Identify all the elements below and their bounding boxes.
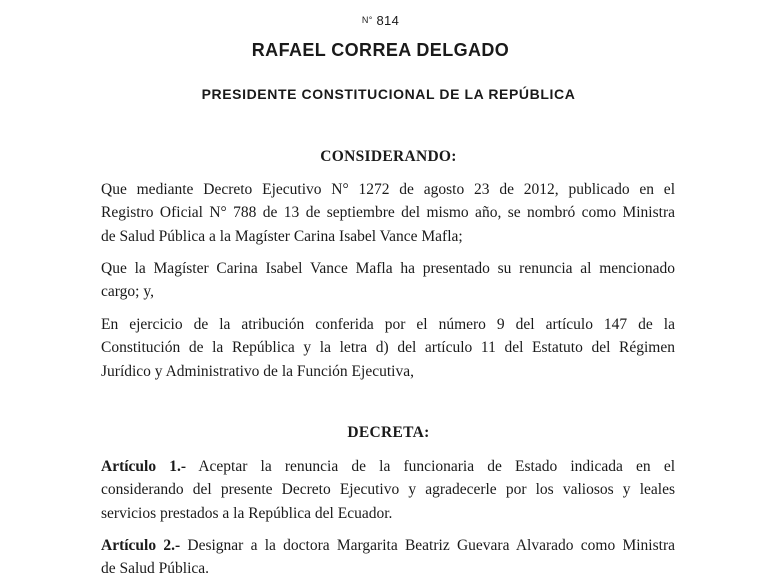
considerando-heading: CONSIDERANDO: bbox=[320, 148, 457, 165]
considerando-paragraph-3 bbox=[101, 313, 675, 383]
paragraph-line: Que mediante Decreto Ejecutivo N° 1272 de agosto 23 de 2012, publicado en el bbox=[101, 181, 675, 198]
president-name: RAFAEL CORREA DELGADO bbox=[251, 40, 510, 60]
paragraph-line: Constitución de la República y la letra d) del artículo 11 del Estatuto del Régimen bbox=[101, 339, 675, 357]
article-line: considerando del presente Decreto Ejecutivo y agradecerle por los valiosos y leales bbox=[101, 481, 675, 499]
article-label: Artículo 2.- bbox=[101, 537, 181, 554]
article-2 bbox=[101, 534, 675, 581]
article-label: Artículo 1.- bbox=[101, 458, 187, 475]
number-value: 814 bbox=[376, 13, 400, 28]
president-title: PRESIDENTE CONSTITUCIONAL DE LA REPÚBLICA bbox=[201, 86, 576, 102]
paragraph-line: Jurídico y Administrativo de la Función Ejecutiva, bbox=[101, 362, 414, 380]
paragraph-line: de Salud Pública a la Magíster Carina Isabel Vance Mafla; bbox=[101, 227, 463, 245]
article-text: Aceptar la renuncia de la funcionaria de Estado indicada en el bbox=[186, 458, 675, 475]
article-first-line bbox=[101, 534, 675, 557]
decree-number bbox=[0, 13, 761, 28]
considerando-paragraph-2 bbox=[101, 257, 675, 304]
paragraph-line: cargo; y, bbox=[101, 283, 154, 301]
article-text: Designar a la doctora Margarita Beatriz Guevara Alvarado como Ministra bbox=[180, 537, 675, 554]
considerando-paragraph-1 bbox=[101, 178, 675, 248]
decreta-heading: DECRETA: bbox=[347, 424, 430, 441]
article-1 bbox=[101, 455, 675, 525]
article-line: de Salud Pública. bbox=[101, 560, 210, 578]
paragraph-line: En ejercicio de la atribución conferida por el número 9 del artículo 147 de la bbox=[101, 316, 675, 333]
article-line: servicios prestados a la República del Ecuador. bbox=[101, 504, 393, 522]
article-first-line bbox=[101, 455, 675, 478]
paragraph-line: Que la Magíster Carina Isabel Vance Mafla ha presentado su renuncia al mencionado bbox=[101, 260, 675, 277]
paragraph-line: Registro Oficial N° 788 de 13 de septiembre del mismo año, se nombró como Ministra bbox=[101, 204, 675, 222]
number-prefix: N° bbox=[361, 15, 373, 25]
